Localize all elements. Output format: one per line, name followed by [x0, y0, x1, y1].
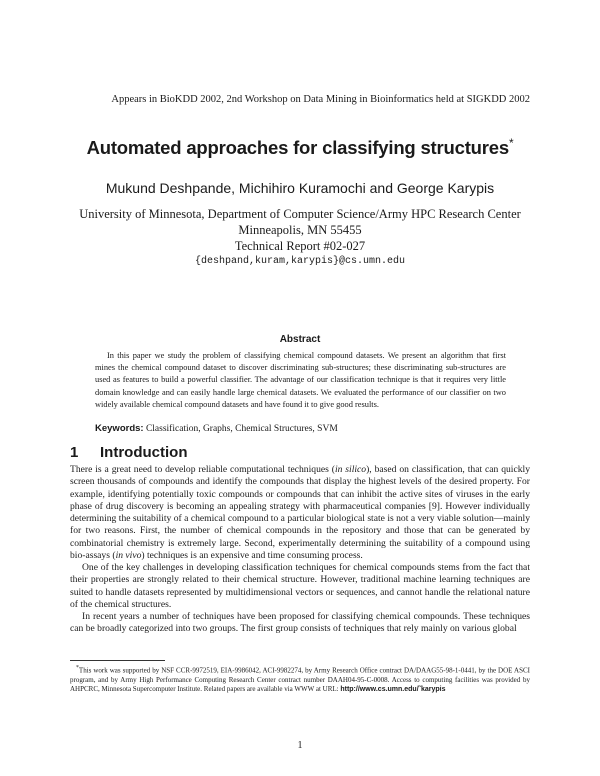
- affiliation-line: University of Minnesota, Department of Computer Science/Army HPC Research Center: [79, 207, 521, 221]
- abstract-text: In this paper we study the problem of classifying chemical compound datasets. We present an algorithm that first mines the chemical compound dataset to discover discriminating sub-structures; these discriminating sub-structures are used as features to build a powerful classifier. The advantage of our classification technique is that it requires very little domain knowledge and can easily handle large chemical datasets. We evaluated the performance of our classifier on two widely available chemical compound datasets and have found it to give good results.: [95, 351, 506, 409]
- paragraph: In recent years a number of techniques have been proposed for classifying chemical compounds. These techniques can be broadly categorized into two groups. The first group consists of techniques that rely mainly on various global: [70, 611, 530, 635]
- keywords: [95, 423, 506, 434]
- paragraph: [70, 464, 530, 562]
- title-text: Automated approaches for classifying structures: [86, 137, 509, 159]
- keywords-text: Classification, Graphs, Chemical Structures, SVM: [145, 424, 338, 434]
- title-footnote-mark: *: [508, 136, 514, 150]
- author-list: Mukund Deshpande, Michihiro Kuramochi and George Karypis: [105, 180, 495, 196]
- venue-note: Appears in BioKDD 2002, 2nd Workshop on Data Mining in Bioinformatics held at SIGKDD 2002: [111, 94, 530, 105]
- paragraph-text: ) techniques is an expensive and time consuming process.: [141, 549, 363, 561]
- section-body: [70, 464, 530, 636]
- report-number: Technical Report #02-027: [234, 239, 366, 253]
- author-emails: {deshpand,kuram,karypis}@cs.umn.edu: [194, 256, 406, 267]
- paragraph-text: ), based on classification, that can quickly screen thousands of compounds and identify the compounds that display the highest levels of the desired property. For example, identifying potentially toxic compounds or compounds that can inhibit the active sites of viruses in the early phase of drug discovery is becoming an appealing strategy with pharmaceutical companies [9]. However individually determining the suitability of a chemical compound to a particular biological state is not a very viable solution—mainly for two reasons. First, the number of chemical compounds in the repository and those that can be generated by combinatorial chemistry is extremely large. Second, experimentally determining the suitability of a compound using bio-assays (: [70, 464, 530, 561]
- footnote-mark: *: [76, 665, 79, 671]
- keywords-label: Keywords:: [95, 423, 144, 434]
- abstract-heading: Abstract: [279, 334, 321, 345]
- affiliation-block: [0, 206, 600, 254]
- paragraph-text: There is a great need to develop reliable computational techniques (: [70, 464, 335, 475]
- footnote: [70, 664, 530, 695]
- section-title: Introduction: [100, 444, 188, 461]
- emphasis-text: in silico: [334, 464, 367, 475]
- page-number: 1: [297, 740, 303, 751]
- footnote-rule: [70, 660, 165, 661]
- footnote-text: This work was supported by NSF CCR-9972519, EIA-9986042, ACI-9982274, by Army Research Office contract DA/DAAG55-98-1-0441, by the DOE ASCI program, and by Army High Performance Computing Research Center contract number DAAH04-95-C-0008. Access to computing facilities was provided by AHPCRC, Minnesota Supercomputer Institute. Related papers are available via WWW at URL:: [70, 666, 530, 694]
- section-number: 1: [70, 444, 79, 461]
- footnote-url: http://www.cs.umn.edu/˜karypis: [340, 686, 446, 694]
- paragraph: One of the key challenges in developing classification techniques for chemical compounds stems from the fact that their properties are strongly related to their chemical structure. However, traditional machine learning techniques are suited to handle datasets represented by multidimensional vectors or sequences, and cannot handle the relational nature of the chemical structures.: [70, 562, 530, 610]
- section-heading: [70, 444, 187, 461]
- affiliation-city: Minneapolis, MN 55455: [238, 223, 362, 237]
- paper-title: [0, 136, 600, 159]
- emphasis-text: in vivo: [115, 549, 142, 561]
